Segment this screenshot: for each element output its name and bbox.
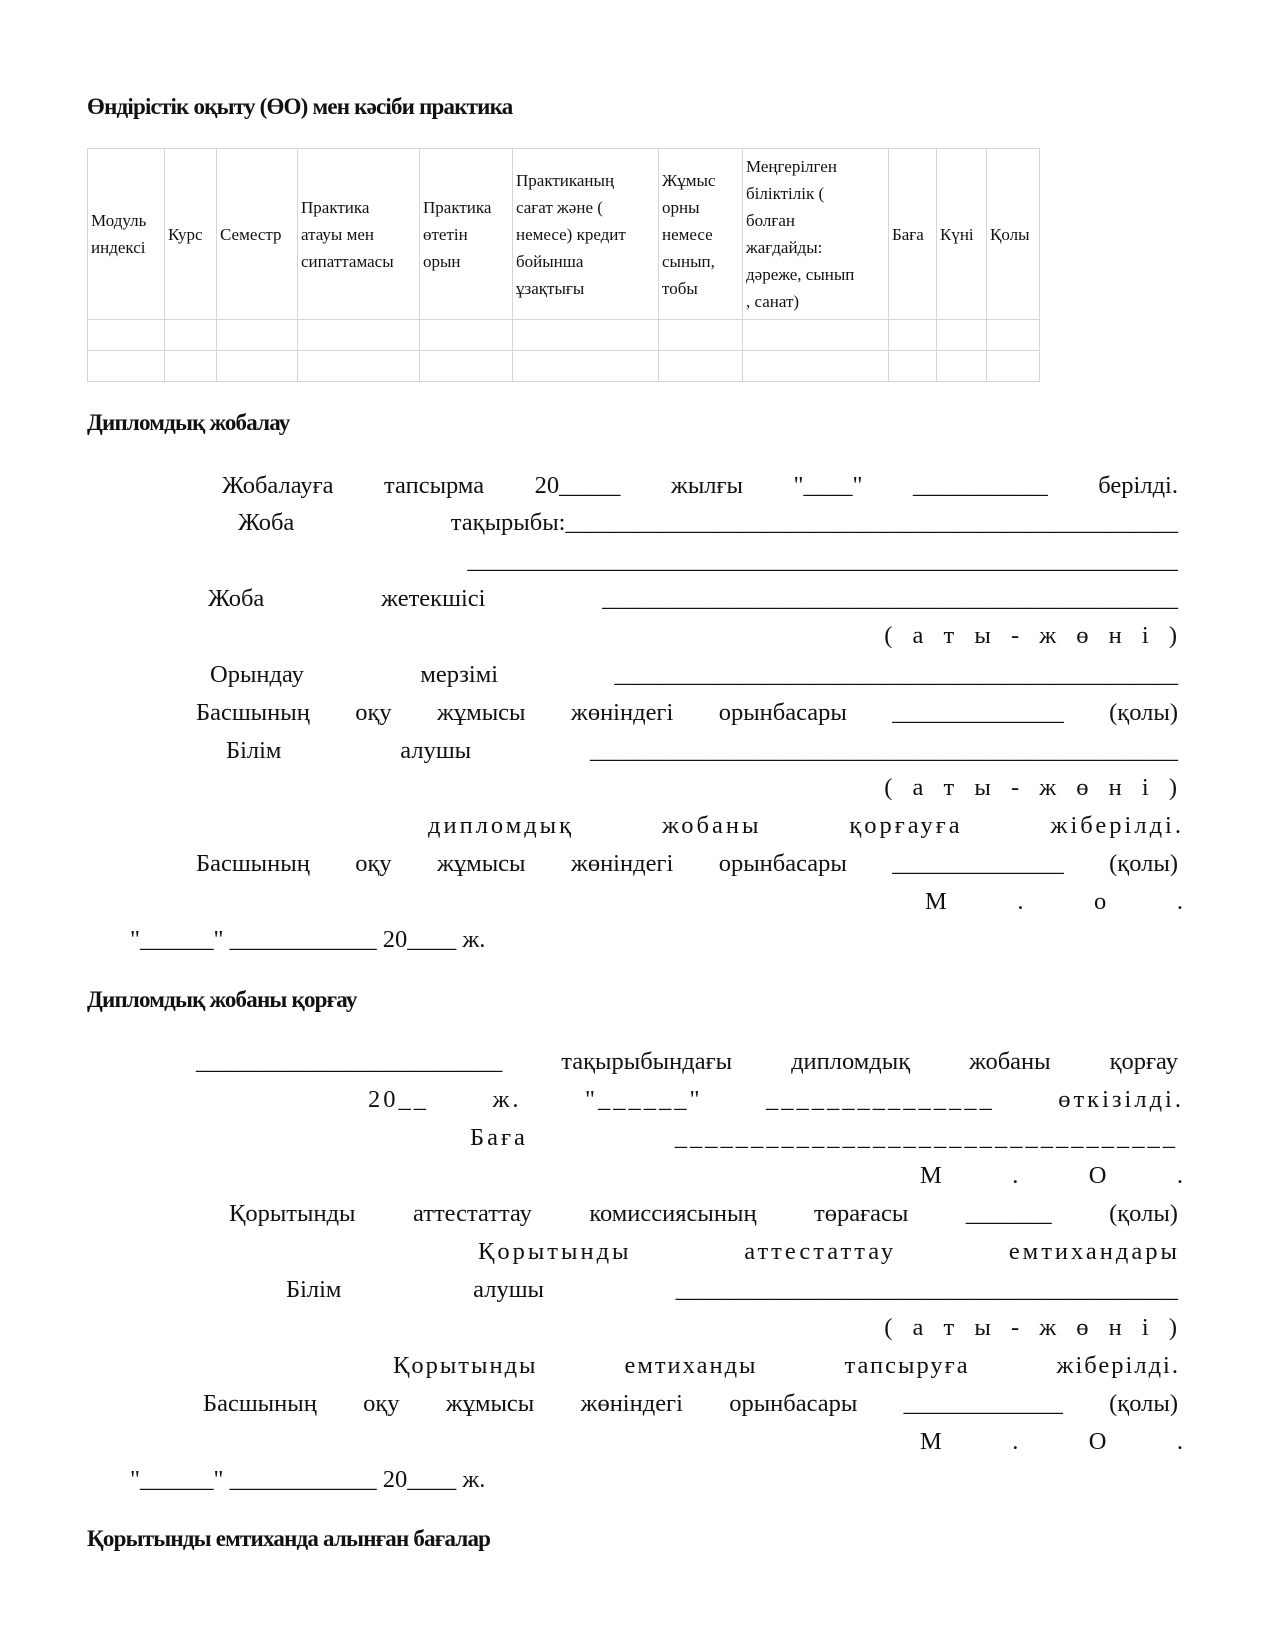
- practice-section-heading: Өндірістік оқыту (ӨО) мен кәсіби практика: [87, 94, 513, 119]
- admitted-to-exam-line: Қорытынды емтиханды тапсыруға жіберілді.: [393, 1352, 1180, 1379]
- col-workplace: Жұмыс орны немесе сынып, тобы: [659, 149, 743, 320]
- assignment-issued-line: Жобалауға тапсырма 20_____ жылғы "____" ___________ берілді.: [222, 472, 1178, 499]
- table-cell[interactable]: [88, 351, 165, 382]
- table-cell[interactable]: [298, 351, 420, 382]
- table-cell[interactable]: [889, 320, 937, 351]
- student-line[interactable]: Білім алушы _________________________________________: [286, 1276, 1178, 1303]
- table-cell[interactable]: [165, 320, 217, 351]
- table-cell[interactable]: [88, 320, 165, 351]
- date-line[interactable]: "______" ____________ 20____ ж.: [130, 926, 486, 953]
- table-cell[interactable]: [987, 351, 1040, 382]
- table-row: [88, 320, 1040, 351]
- col-qualification: Меңгерілген біліктілік ( болған жағдайды: дәреже, сынып , санат): [743, 149, 889, 320]
- table-cell[interactable]: [513, 351, 659, 382]
- table-cell[interactable]: [420, 351, 513, 382]
- diploma-defense-heading: Дипломдық жобаны қорғау: [87, 987, 357, 1012]
- table-cell[interactable]: [659, 351, 743, 382]
- defense-topic-line[interactable]: _________________________ тақырыбындағы дипломдық жобаны қорғау: [196, 1048, 1178, 1075]
- col-semester: Семестр: [217, 149, 298, 320]
- table-cell[interactable]: [987, 320, 1040, 351]
- col-practice-name: Практика атауы мен сипаттамасы: [298, 149, 420, 320]
- table-cell[interactable]: [743, 351, 889, 382]
- col-course: Курс: [165, 149, 217, 320]
- project-topic-continuation-line[interactable]: __________________________________________________________: [467, 547, 1178, 574]
- col-practice-place: Практика өтетін орын: [420, 149, 513, 320]
- col-practice-duration: Практиканың сағат және ( немесе) кредит бойынша ұзақтығы: [513, 149, 659, 320]
- commission-chair-signature-line[interactable]: Қорытынды аттестаттау комиссиясының төрағасы _______ (қолы): [229, 1200, 1178, 1227]
- stamp-placeholder: М . о .: [925, 888, 1183, 915]
- table-row: [88, 351, 1040, 382]
- table-cell[interactable]: [937, 320, 987, 351]
- table-cell[interactable]: [165, 351, 217, 382]
- col-module-index: Модуль индексі: [88, 149, 165, 320]
- deputy-head-signature-line[interactable]: Басшының оқу жұмысы жөніндегі орынбасары _____________ (қолы): [203, 1390, 1178, 1417]
- deputy-head-signature-line[interactable]: Басшының оқу жұмысы жөніндегі орынбасары ______________ (қолы): [196, 850, 1178, 877]
- date-line[interactable]: "______" ____________ 20____ ж.: [130, 1466, 486, 1493]
- project-supervisor-line[interactable]: Жоба жетекшісі _______________________________________________: [208, 585, 1178, 612]
- completion-deadline-line[interactable]: Орындау мерзімі ______________________________________________: [210, 661, 1178, 688]
- stamp-placeholder: М . О .: [920, 1162, 1183, 1189]
- table-cell[interactable]: [937, 351, 987, 382]
- full-name-caption: ( а т ы - ж ө н і ): [884, 622, 1184, 649]
- admitted-to-defense-line: дипломдық жобаны қорғауға жіберілді.: [428, 812, 1184, 839]
- table-cell[interactable]: [513, 320, 659, 351]
- table-cell[interactable]: [217, 351, 298, 382]
- full-name-caption: ( а т ы - ж ө н і ): [884, 774, 1184, 801]
- full-name-caption: ( а т ы - ж ө н і ): [884, 1314, 1184, 1341]
- table-cell[interactable]: [659, 320, 743, 351]
- table-cell[interactable]: [298, 320, 420, 351]
- table-cell[interactable]: [217, 320, 298, 351]
- grade-line[interactable]: Баға _________________________________: [470, 1124, 1178, 1151]
- practice-table: [87, 148, 1040, 382]
- final-attestation-exams-line: Қорытынды аттестаттау емтихандары: [478, 1238, 1180, 1265]
- col-signature: Қолы: [987, 149, 1040, 320]
- deputy-head-signature-line[interactable]: Басшының оқу жұмысы жөніндегі орынбасары ______________ (қолы): [196, 699, 1178, 726]
- table-cell[interactable]: [420, 320, 513, 351]
- stamp-placeholder: М . О .: [920, 1428, 1183, 1455]
- table-header-row: [88, 149, 1040, 320]
- student-line[interactable]: Білім алушы ________________________________________________: [226, 737, 1178, 764]
- table-cell[interactable]: [889, 351, 937, 382]
- diploma-design-heading: Дипломдық жобалау: [87, 410, 290, 435]
- col-grade: Баға: [889, 149, 937, 320]
- col-date: Күні: [937, 149, 987, 320]
- project-topic-line[interactable]: Жоба тақырыбы:__________________________________________________: [238, 509, 1178, 536]
- final-exam-grades-heading: Қорытынды емтиханда алынған бағалар: [87, 1526, 491, 1551]
- table-cell[interactable]: [743, 320, 889, 351]
- defense-date-line[interactable]: 20__ ж. "______" _______________ өткізілді.: [368, 1086, 1184, 1113]
